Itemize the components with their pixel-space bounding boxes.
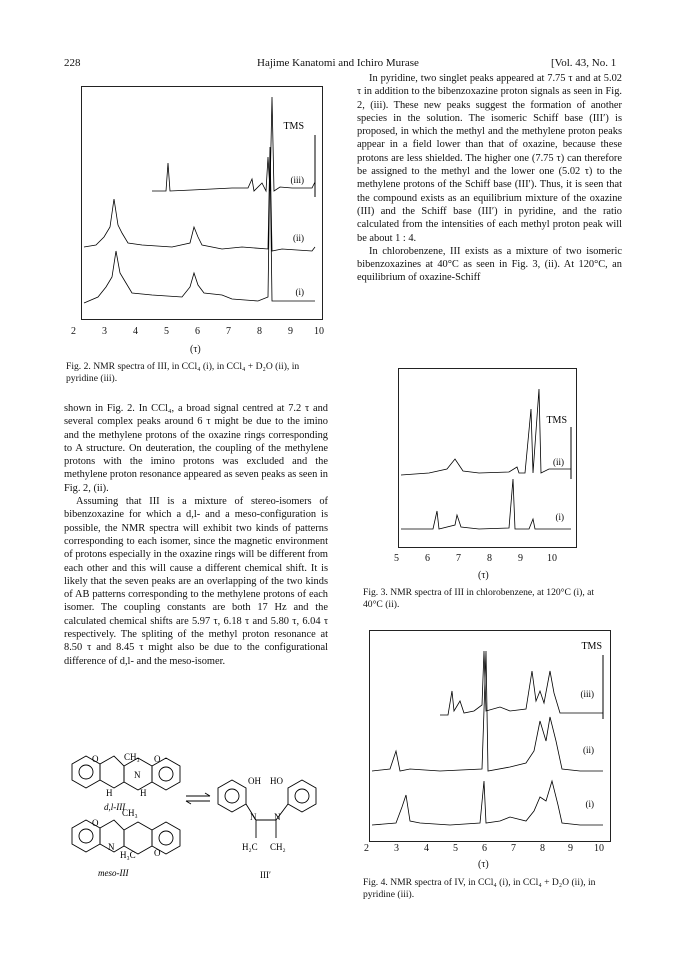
fig2-trace-label-iii: (iii) — [290, 175, 304, 185]
fig4-trace-label-ii: (ii) — [583, 745, 594, 755]
compound-label-meso-iii: meso-III — [98, 868, 129, 878]
fig2-x-axis — [71, 326, 327, 340]
fig4-x-axis — [364, 843, 608, 857]
fig4-trace-label-i: (i) — [585, 799, 594, 809]
fig2-axis-unit: (τ) — [190, 344, 201, 355]
fig4-spectrum-frame — [369, 630, 611, 842]
fig3-tick: 7 — [456, 553, 461, 564]
fig3-tick: 5 — [394, 553, 399, 564]
fig2-tick: 4 — [133, 326, 138, 337]
fig2-trace-label-i: (i) — [295, 287, 304, 297]
fig4-tick: 9 — [568, 843, 573, 854]
fig3-spectra — [399, 369, 576, 547]
fig3-tms-label: TMS — [546, 415, 567, 426]
atom-label: H — [106, 788, 113, 798]
left-column-text — [64, 402, 328, 668]
fig3-trace-label-ii: (ii) — [553, 457, 564, 467]
atom-label: H — [140, 788, 147, 798]
fig4-trace-label-iii: (iii) — [580, 689, 594, 699]
atom-label: O — [154, 754, 161, 764]
fig2-tick: 10 — [314, 326, 324, 337]
fig3-trace-label-i: (i) — [555, 512, 564, 522]
fig4-axis-unit: (τ) — [478, 859, 489, 870]
fig2-spectrum-frame — [81, 86, 323, 320]
fig2-tick: 8 — [257, 326, 262, 337]
fig4-tms-label: TMS — [581, 641, 602, 652]
right-column-text — [357, 72, 622, 285]
fig3-tick: 9 — [518, 553, 523, 564]
fig3-axis-unit: (τ) — [478, 570, 489, 581]
fig4-tick: 8 — [540, 843, 545, 854]
fig2-tick: 7 — [226, 326, 231, 337]
atom-label: N — [250, 812, 257, 822]
fig4-tick: 7 — [511, 843, 516, 854]
fig4-tick: 10 — [594, 843, 604, 854]
compound-label-dl-iii: d,l-III — [104, 802, 126, 812]
compound-label-iii-prime: III′ — [260, 870, 271, 880]
fig4-tick: 5 — [453, 843, 458, 854]
running-authors: Hajime Kanatomi and Ichiro Murase — [257, 57, 419, 69]
atom-label: N — [274, 812, 281, 822]
atom-label: OH — [248, 776, 261, 786]
fig2-tick: 2 — [71, 326, 76, 337]
fig3-x-axis — [394, 553, 580, 567]
atom-label: O — [92, 818, 99, 828]
fig4-tick: 6 — [482, 843, 487, 854]
scheme-structures — [58, 748, 340, 908]
atom-label: N — [134, 770, 141, 780]
volume-info: [Vol. 43, No. 1 — [551, 57, 617, 69]
fig2-caption: Fig. 2. NMR spectra of III, in CCl₄ (i), in CCl₄ + D₂O (ii), in pyridine (iii). — [66, 361, 300, 384]
atom-label: H₂C — [242, 842, 258, 852]
fig3-tick: 10 — [547, 553, 557, 564]
fig2-tick: 3 — [102, 326, 107, 337]
atom-label: CH₂ — [270, 842, 286, 852]
left-paragraph-2: Assuming that III is a mixture of stereo-isomers of bibenzoxazine for which a d,l- and a meso-configuration is possible, the NMR spectra will exhibit two kinds of patterns corresponding to each isomer, since the magnetic environment of protons especially in the oxazine rings will be different from each other and this will cause a different chemical shift. It is likely that the seven peaks are an overlapping of the two kinds of AB patterns corresponding to the methylene protons of each isomer. The coupling constants are both 17 Hz and the calculated chemical shifts are 5.97 τ, 6.18 τ and 5.80 τ, 6.04 τ respectively. The spliting of the methyl proton resonance at 8.50 τ and 8.45 τ might also be due to the configurational difference of d,l- and the meso-isomer. — [64, 496, 328, 667]
fig2-tick: 5 — [164, 326, 169, 337]
fig2-tms-label: TMS — [283, 121, 304, 132]
atom-label: CH₃ — [124, 752, 140, 762]
fig3-spectrum-frame — [398, 368, 577, 548]
fig3-tick: 6 — [425, 553, 430, 564]
fig2-tick: 6 — [195, 326, 200, 337]
fig3-tick: 8 — [487, 553, 492, 564]
page-number: 228 — [64, 57, 81, 69]
left-paragraph-1: shown in Fig. 2. In CCl₄, a broad signal centred at 7.2 τ and several complex peaks around 6 τ might be due to the imino and the methylene protons of the oxazine rings corresponding to A structure. On deuteration, the coupling of the methylene protons with the imino protons was excluded and the methylene proton resonance appeared as seven peaks as seen in Fig. 2, (ii). — [64, 403, 328, 494]
reaction-scheme — [58, 748, 340, 908]
fig3-caption: Fig. 3. NMR spectra of III in chlorobenzene, at 120°C (i), at 40°C (ii). — [363, 587, 595, 610]
atom-label: CH₃ — [122, 808, 138, 818]
fig4-tick: 4 — [424, 843, 429, 854]
atom-label: H₃C — [120, 850, 136, 860]
atom-label: HO — [270, 776, 283, 786]
atom-label: N — [108, 842, 115, 852]
right-paragraph-1: In pyridine, two singlet peaks appeared at 7.75 τ and at 5.02 τ in addition to the bibenzoxazine proton signals as seen in Fig. 2, (iii). These new peaks suggest the formation of another species in the solution. The isomeric Schiff base (III′) is proposed, in which the methyl and the methylene proton peaks appear in a field lower than that of oxazine, because these protons are less shielded. The higher one (7.75 τ) can therefore be assigned to the methyl and the lower one (5.02 τ) to the methylene protons of the Schiff base (III′). Thus, it is seen that the compound exists as an equilibrium mixture of the oxazine (III) and the Schiff base (III′) in pyridine, and the ratio calculated from the intensities of each methyl proton peak will be about 1 : 4. — [357, 73, 622, 244]
atom-label: O — [154, 848, 161, 858]
fig2-trace-label-ii: (ii) — [293, 233, 304, 243]
fig4-spectra — [370, 631, 610, 841]
fig4-caption: Fig. 4. NMR spectra of IV, in CCl₄ (i), in CCl₄ + D₂O (ii), in pyridine (iii). — [363, 877, 596, 900]
fig2-tick: 9 — [288, 326, 293, 337]
fig4-tick: 2 — [364, 843, 369, 854]
fig4-tick: 3 — [394, 843, 399, 854]
right-paragraph-2: In chlorobenzene, III exists as a mixture of two isomeric bibenzoxazines at 40°C as seen in Fig. 3, (ii). At 120°C, an equilibrium of oxazine-Schiff — [357, 245, 622, 284]
fig2-spectra — [82, 87, 322, 319]
atom-label: O — [92, 754, 99, 764]
